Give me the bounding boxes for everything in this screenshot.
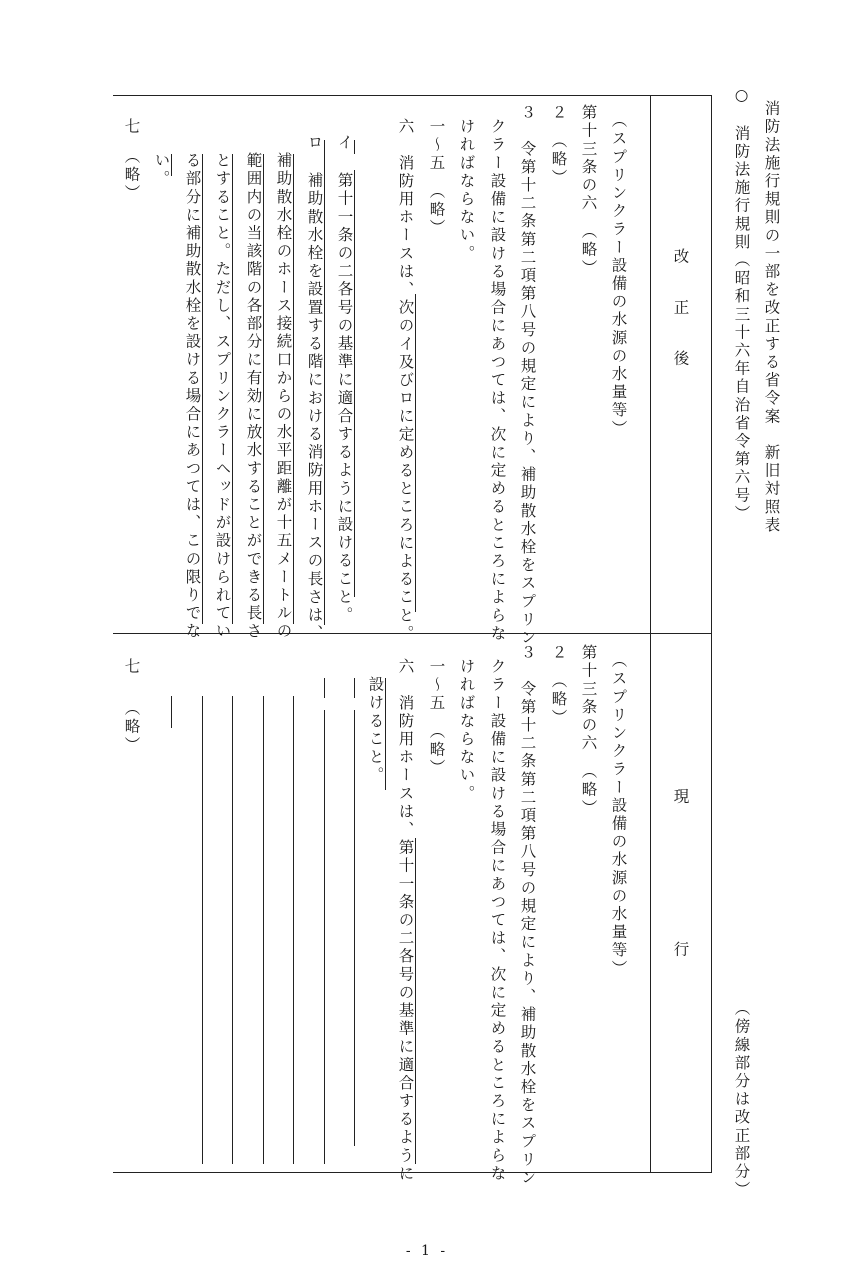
current-change-line-item-6-cont: [385, 678, 386, 790]
current-change-line-blank-5: [293, 696, 294, 1164]
current-change-line-blank-8: [202, 696, 203, 1164]
revised-item-7-text: （略）: [122, 148, 141, 203]
revised-sub-ro-line-6: い。: [152, 152, 171, 189]
revised-sub-ro-line-2: 補助散水栓のホース接続口からの水平距離が十五メートルの: [274, 152, 293, 641]
current-paragraph-3-line-1: ３ 令第十二条第二項第八号の規定により、補助散水栓をスプリン: [518, 644, 537, 1187]
current-change-line-item-6: [415, 838, 416, 1164]
revised-sub-ro-line-5: る部分に補助散水栓を設ける場合にあつては、この限りでな: [183, 152, 202, 641]
revised-paragraph-3-line-3: ければならない。: [457, 118, 476, 263]
current-change-line-blank-7: [232, 696, 233, 1164]
current-article-13-6: 第十三条の六 （略）: [579, 644, 598, 818]
revised-change-line-sub-i: [354, 170, 355, 597]
header-revised: 改 正 後: [671, 248, 690, 367]
underline-note: （傍線部分は改正部分）: [732, 1000, 751, 1200]
current-item-6-line-1: 六 消防用ホースは、第十一条の二各号の基準に適合するように: [396, 658, 415, 1183]
revised-change-line-sub-ro-6: [171, 154, 172, 176]
current-paragraph-3-line-3: ければならない。: [457, 658, 476, 803]
current-change-line-blank-6: [263, 696, 264, 1164]
revised-paragraph-2: ２ （略）: [549, 104, 568, 187]
current-item-6-line-2: 設けること。: [366, 676, 385, 785]
revised-article-13-6: 第十三条の六 （略）: [579, 104, 598, 278]
current-change-line-blank-9: [171, 696, 172, 728]
current-paragraph-2: ２ （略）: [549, 644, 568, 727]
revised-change-line-sub-ro-1: [324, 140, 325, 625]
revised-items-1-5: 一～五 （略）: [427, 118, 446, 237]
revised-sub-i-mark: イ: [335, 134, 354, 153]
law-subtitle: ○ 消防法施行規則（昭和三十六年自治省令第六号）: [732, 86, 751, 523]
revised-item-6: 六 消防用ホースは、次のイ及びロに定めるところによること。: [396, 118, 415, 643]
revised-sub-i-text: 第十一条の二各号の基準に適合するように設けること。: [335, 172, 354, 625]
revised-paragraph-3-line-1: ３ 令第十二条第二項第八号の規定により、補助散水栓をスプリン: [518, 104, 537, 647]
current-change-line-blank-1: [354, 678, 355, 698]
current-item-7-mark: 七: [122, 658, 141, 677]
current-items-1-5: 一～五 （略）: [427, 658, 446, 777]
header-current: 現 行: [671, 788, 690, 958]
revised-heading: （スプリンクラー設備の水源の水量等）: [609, 112, 628, 438]
revised-change-line-sub-ro-2: [293, 154, 294, 624]
document-title: 消防法施行規則の一部を改正する省令案 新旧対照表: [762, 100, 781, 535]
revised-change-line-sub-ro-5: [202, 154, 203, 624]
revised-sub-ro-line-1: 補助散水栓を設置する階における消防用ホースの長さは、: [305, 172, 324, 643]
current-heading: （スプリンクラー設備の水源の水量等）: [609, 652, 628, 978]
revised-sub-ro-mark: ロ: [305, 134, 324, 153]
current-item-7-text: （略）: [122, 700, 141, 755]
revised-sub-ro-line-4: とすること。ただし、スプリンクラーヘッドが設けられてい: [213, 152, 232, 641]
current-change-line-blank-4: [324, 710, 325, 1164]
page-number: - 1 -: [405, 1243, 449, 1259]
revised-item-7-mark: 七: [122, 118, 141, 137]
revised-paragraph-3-line-2: クラー設備に設ける場合にあつては、次に定めるところによらな: [488, 118, 507, 643]
revised-sub-ro-line-3: 範囲内の当該階の各部分に有効に放水することができる長さ: [244, 152, 263, 641]
current-paragraph-3-line-2: クラー設備に設ける場合にあつては、次に定めるところによらな: [488, 658, 507, 1183]
revised-change-line-sub-ro-4: [232, 154, 233, 624]
revised-change-line-item-6: [415, 294, 416, 612]
revised-change-line-sub-ro-3: [263, 154, 264, 624]
current-change-line-blank-3: [354, 710, 355, 1146]
revised-change-line-sub-i-mark: [354, 140, 355, 154]
current-change-line-blank-2: [324, 678, 325, 698]
table-top-border: [113, 95, 712, 96]
